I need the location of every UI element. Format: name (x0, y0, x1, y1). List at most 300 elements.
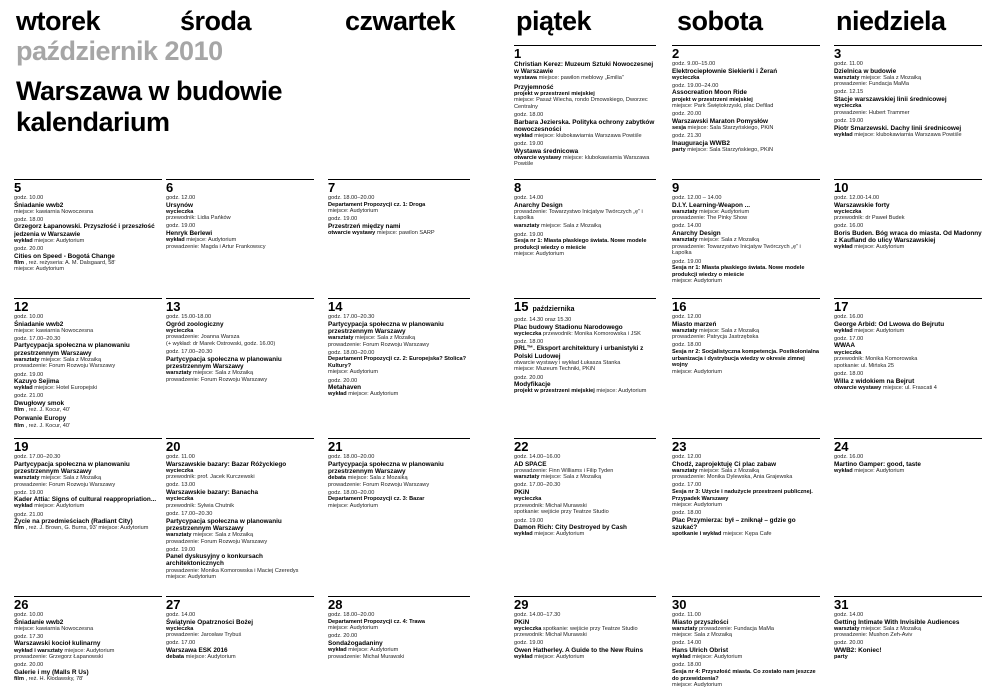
day-cell (514, 45, 656, 175)
event-time: godz. 11.00 (672, 612, 701, 618)
event-info: prowadzenie: Forum Rozwoju Warszawy (328, 481, 430, 488)
event-item[interactable] (328, 454, 470, 488)
event-item[interactable] (514, 112, 656, 140)
event-info: miejsce: Hotel Europejski (32, 385, 98, 392)
event-item[interactable] (14, 336, 162, 370)
event-info: prowadzenie: Monika Komorowska i Maciej Czeredys (166, 567, 299, 574)
event-info: miejsce: Sala Starzyńskiego, PKiN (686, 125, 774, 132)
day-cell (672, 179, 820, 296)
day-header-tuesday: wtorek (16, 6, 101, 36)
event-item[interactable] (166, 349, 314, 383)
event-item[interactable] (14, 195, 162, 215)
day-number: 16 (672, 299, 687, 314)
event-item[interactable] (14, 393, 162, 413)
event-item[interactable] (328, 350, 470, 376)
event-item[interactable] (834, 336, 982, 370)
day-number: 21 (328, 439, 343, 454)
day-number: 23 (672, 439, 687, 454)
event-info: (+ wykład: dr Marek Ostrowski, godz. 16.00) (166, 340, 276, 347)
event-info: miejsce: Sala z Mozaiką (539, 474, 602, 481)
event-detail (514, 238, 656, 251)
event-detail (166, 237, 314, 244)
event-type: wycieczka (672, 74, 700, 81)
event-info: miejsce: Audytorium (532, 531, 585, 538)
event-item[interactable] (166, 511, 314, 545)
event-detail (166, 568, 314, 575)
day-cell (514, 298, 656, 436)
event-detail (328, 335, 470, 342)
event-time: godz. 19.00 (514, 640, 544, 647)
event-info: przewodnik: Michał Murawski (514, 632, 587, 639)
event-info: przewodnik: prof. Jacek Kurczewski (166, 474, 255, 481)
event-item[interactable] (14, 662, 162, 682)
day-number: 26 (14, 597, 29, 612)
event-item[interactable] (328, 378, 470, 398)
day-number: 5 (14, 180, 22, 195)
day-header-sunday: niedziela (836, 6, 946, 36)
event-item[interactable] (166, 454, 314, 481)
event-type: warsztaty (672, 237, 698, 244)
event-title: Inauguracja WWB2 (672, 139, 730, 147)
event-detail (328, 654, 470, 661)
event-detail (328, 475, 470, 482)
event-item[interactable] (834, 61, 982, 88)
event-detail (14, 363, 162, 370)
event-time: godz. 21.00 (14, 393, 44, 400)
event-title: Śniadanie wwb2 (14, 618, 64, 626)
event-type: warsztaty (14, 475, 40, 481)
event-item[interactable] (514, 518, 656, 538)
event-item[interactable] (672, 111, 820, 131)
event-time: godz. 14.00 (514, 195, 544, 201)
event-info: miejsce: Audytorium (852, 327, 905, 334)
event-type: debata (166, 654, 185, 661)
event-time: godz. 19.00 (514, 517, 544, 524)
event-item[interactable] (328, 216, 470, 236)
day-cell (328, 298, 470, 436)
event-time: godz. 21.00 (14, 511, 44, 518)
event-type: wykład (834, 244, 853, 251)
event-type: warsztaty (672, 467, 698, 474)
event-detail (14, 475, 162, 482)
event-item[interactable] (328, 195, 470, 215)
event-detail (672, 669, 820, 682)
event-info: prowadzenie: Fundacja MaMa (697, 625, 774, 632)
day-header-wednesday: środa (180, 6, 252, 36)
event-detail (328, 482, 470, 489)
event-time: godz. 17.00–20.30 (14, 454, 61, 460)
event-item[interactable] (514, 317, 656, 337)
event-info: prowadzenie: Finn Williams i Filip Tyden (514, 467, 614, 474)
event-title: Damon Rich: City Destroyed by Cash (514, 524, 627, 532)
event-item[interactable] (514, 195, 656, 222)
event-detail (328, 625, 470, 632)
event-item[interactable] (514, 339, 656, 373)
event-item[interactable] (834, 314, 982, 334)
event-time: godz. 10.00 (14, 612, 44, 618)
event-info: miejsce: Audytorium (14, 266, 65, 273)
event-item[interactable] (14, 512, 162, 532)
event-detail (14, 407, 162, 414)
event-time: godz. 12.00-14.00 (834, 195, 880, 201)
event-info: , reż. J. Kocur, 40' (23, 422, 71, 429)
day-cell (514, 596, 656, 700)
day-header-saturday: sobota (677, 6, 763, 36)
event-type: warsztaty (514, 474, 540, 481)
event-info: miejsce: klubokawiarnia Warszawa Powiśle (514, 154, 650, 168)
event-time: godz. 10.00 (14, 314, 44, 320)
event-item[interactable] (14, 372, 162, 392)
event-info: miejsce: Sala z Mozaiką (39, 475, 102, 481)
event-detail (514, 509, 656, 516)
event-detail (672, 334, 820, 341)
event-item[interactable] (514, 84, 656, 111)
event-item[interactable] (834, 612, 982, 639)
event-item[interactable] (834, 118, 982, 138)
event-detail (14, 648, 162, 655)
event-time: godz. 9.00–15.00 (672, 61, 716, 67)
event-title: Plac Przymierza: był – zniknął – gdzie go szukać? (672, 516, 796, 532)
event-info: spotkanie: wejście przy Teatrze Studio (541, 625, 638, 632)
event-type: wykład (166, 237, 185, 244)
event-detail (328, 496, 470, 503)
event-info: prowadzenie: Towarzystwo Inicjatyw Twórczych „ę” i Łapolka (514, 208, 643, 222)
day-cell (328, 179, 470, 296)
event-title: Partycypacja społeczna w planowaniu przestrzennym Warszawy (166, 355, 282, 370)
event-item[interactable] (514, 141, 656, 168)
event-info: miejsce: Sala z Mozaiką (859, 625, 922, 632)
event-item[interactable] (834, 223, 982, 251)
event-detail (834, 626, 982, 633)
event-title: Warszawski Maraton Pomysłów (672, 117, 769, 125)
event-type: film (14, 525, 24, 532)
day-number: 27 (166, 597, 181, 612)
day-cell (834, 596, 982, 700)
event-type: Sesja nr 3: Użycie i nadużycie przestrzeni publicznej. Przypadek Warszawy (672, 489, 813, 502)
event-item[interactable] (672, 133, 820, 153)
event-time: godz. 18.00–20.00 (328, 612, 375, 618)
event-info: miejsce: pawilon SARP (375, 230, 435, 237)
event-info: prowadzenie: Monika Dylewska, Ania Grajewska (672, 474, 793, 481)
event-item[interactable] (514, 482, 656, 516)
day-number: 29 (514, 597, 529, 612)
event-item[interactable] (514, 640, 656, 660)
event-type: Departament Propozycji cz. 2: Europejska? Stolica? Kultury? (328, 356, 467, 369)
event-detail (166, 574, 314, 581)
event-detail (514, 474, 656, 481)
event-item[interactable] (834, 640, 982, 660)
event-title: Przyjemność (514, 83, 554, 91)
event-detail (834, 356, 982, 363)
event-item[interactable] (672, 482, 820, 508)
event-info: prowadzenie: Forum Rozwoju Warszawy (14, 481, 116, 488)
event-title: PRL™. Eksport architektury i urbanistyki z Polski Ludowej (514, 345, 644, 360)
event-info: miejsce: Audytorium (690, 654, 743, 661)
event-title: Piotr Smarzewski. Dachy linii średnicowej (834, 124, 962, 132)
event-item[interactable] (166, 195, 314, 222)
event-time: godz. 18.00 (672, 342, 702, 349)
event-item[interactable] (672, 612, 820, 639)
event-detail (672, 632, 820, 639)
event-item[interactable] (328, 314, 470, 348)
event-detail (672, 237, 820, 244)
event-title: Ogród zoologiczny (166, 320, 224, 328)
event-detail (672, 531, 820, 538)
event-info: prowadzenie: Forum Rozwoju Warszawy (166, 538, 268, 545)
event-time: godz. 18.00 (672, 662, 702, 669)
month-label: października (532, 306, 575, 313)
event-title: Dzielnica w budowie (834, 67, 897, 75)
day-number: 7 (328, 180, 336, 195)
event-item[interactable] (672, 314, 820, 341)
event-title: PKiN (514, 618, 530, 626)
event-item[interactable] (14, 490, 162, 510)
event-detail (834, 350, 982, 357)
event-time: godz. 19.00 (14, 489, 44, 496)
event-item[interactable] (328, 612, 470, 632)
event-type: wykład (672, 654, 691, 661)
event-detail (514, 209, 656, 222)
event-type: warsztaty (834, 74, 860, 81)
event-detail (514, 468, 656, 475)
event-title: Śniadanie wwb2 (14, 320, 64, 328)
event-detail (328, 356, 470, 369)
event-detail (672, 369, 820, 376)
event-item[interactable] (166, 482, 314, 509)
event-title: Assocreation Moon Ride (672, 89, 747, 97)
event-type: warsztaty (672, 327, 698, 334)
event-type: wystawa (514, 75, 538, 82)
event-info: spotkanie: ul. Mińska 25 (834, 362, 895, 369)
event-title: Hans Ulrich Obrist (672, 647, 729, 655)
event-info: miejsce: kawiarnia Nowoczesna (14, 327, 94, 334)
event-detail (14, 525, 162, 532)
event-item[interactable] (166, 223, 314, 250)
event-item[interactable] (14, 634, 162, 661)
day-cell (166, 596, 314, 700)
event-info: prowadzenie: Towarzystwo Inicjatyw Twórczych „ę” i Łapolka (672, 243, 801, 257)
event-item[interactable] (514, 223, 656, 230)
event-time: godz. 17.00–20.30 (14, 335, 61, 342)
day-number: 28 (328, 597, 343, 612)
event-info: miejsce: Audytorium (62, 647, 115, 654)
event-title: Getting Intimate With Invisible Audiences (834, 618, 960, 626)
event-detail (514, 503, 656, 510)
day-cell (14, 596, 162, 700)
event-detail (834, 244, 982, 251)
event-detail (14, 385, 162, 392)
event-item[interactable] (166, 547, 314, 581)
event-item[interactable] (672, 61, 820, 81)
day-cell (14, 179, 162, 296)
event-type: wykład (834, 131, 853, 138)
event-type: Sesja nr 4: Przyszłość miasta. Co zostało nam jeszcze do przewidzenia? (672, 668, 816, 682)
event-detail (166, 370, 314, 377)
event-info: miejsce: Park Świętokrzyski, plac Defilad (672, 103, 774, 110)
day-number: 19 (14, 439, 29, 454)
event-detail (166, 377, 314, 384)
event-detail (514, 251, 656, 258)
event-item[interactable] (166, 612, 314, 639)
day-number: 30 (672, 597, 687, 612)
event-item[interactable] (14, 415, 162, 429)
event-type: wycieczka (166, 208, 194, 215)
event-item[interactable] (834, 195, 982, 222)
event-time: godz. 20.00 (14, 245, 44, 252)
event-title: Partycypacja społeczna w planowaniu przestrzennym Warszawy (14, 460, 130, 475)
event-time: godz. 14.00 (672, 640, 702, 647)
event-item[interactable] (672, 662, 820, 688)
event-type: warsztaty (328, 335, 354, 341)
event-item[interactable] (328, 490, 470, 510)
event-detail (672, 215, 820, 222)
event-item[interactable] (14, 217, 162, 245)
event-info: miejsce: Audytorium (672, 682, 723, 689)
event-type: warsztaty (166, 531, 192, 538)
event-detail (672, 265, 820, 278)
event-time: godz. 17.00 (672, 482, 702, 489)
event-type: wykład (514, 531, 533, 538)
event-detail (514, 97, 656, 110)
event-info: prowadzenie: Patrycja Jastrzębska (672, 334, 759, 341)
event-title: Stacje warszawskiej linii średnicowej (834, 96, 947, 104)
day-number: 1 (514, 46, 522, 61)
event-item[interactable] (672, 259, 820, 285)
event-time: godz. 16.00 (834, 454, 864, 460)
event-time: godz. 17.00–20.30 (328, 314, 375, 320)
event-detail (672, 209, 820, 216)
month-title: październik 2010 (16, 36, 223, 66)
event-title: Sondażogadaniny (328, 639, 383, 647)
event-title: Partycypacja społeczna w planowaniu przestrzennym Warszawy (328, 320, 444, 335)
event-time: godz. 12.00 (672, 314, 702, 320)
event-title: Partycypacja społeczna w planowaniu przestrzennym Warszawy (166, 517, 282, 532)
event-item[interactable] (14, 612, 162, 632)
event-item[interactable] (514, 61, 656, 82)
event-item[interactable] (672, 83, 820, 110)
event-detail (14, 266, 162, 273)
event-item[interactable] (514, 232, 656, 258)
event-time: godz. 10.00 (14, 195, 44, 201)
event-type: spotkanie i wykład (672, 531, 722, 538)
event-title: Chodź, zaprojektuję Ci plac zabaw (672, 460, 777, 468)
event-item[interactable] (514, 375, 656, 395)
event-item[interactable] (14, 454, 162, 488)
event-info: przewodnik: Monika Komorowska (834, 356, 918, 363)
event-info: miejsce: Kępa Cafe (721, 531, 772, 538)
event-type: film (14, 676, 24, 683)
event-info: spotkanie: wejście przy Teatrze Studio (514, 509, 609, 516)
event-info: przewodnik: Michał Murawski (514, 502, 587, 509)
event-type: warsztaty (514, 223, 540, 230)
event-info: miejsce: Sala z Mozaiką (346, 475, 408, 481)
event-info: prowadzenie: Mushon Zeh-Aviv (834, 632, 913, 639)
event-info: miejsce: Sala z Mozaiką (697, 237, 760, 244)
event-info: miejsce: Audytorium (184, 237, 237, 244)
event-title: Dwugłowy smok (14, 400, 65, 408)
event-type: wykład (328, 647, 347, 654)
event-title: D.I.Y. Learning-Weapon ... (672, 201, 750, 209)
event-detail (166, 328, 314, 335)
event-type: Sesja nr 2: Socjalistyczna kompetencja. Postkolonialna urbanizacja i dystrybucja wiedzy w okresie zimnej wojny (672, 349, 820, 369)
event-item[interactable] (672, 342, 820, 375)
day-cell (514, 179, 656, 296)
event-time: godz. 17.00 (834, 335, 864, 342)
event-info: miejsce: Sala z Mozaiką (539, 223, 602, 230)
event-info: prowadzenie: Forum Rozwoju Warszawy (166, 376, 268, 383)
day-number: 14 (328, 299, 343, 314)
event-detail (14, 423, 162, 430)
day-cell (834, 179, 982, 296)
event-time: godz. 21.30 (672, 133, 702, 140)
day-number: 22 (514, 439, 529, 454)
event-item[interactable] (14, 246, 162, 273)
event-info: miejsce: Audytorium (346, 647, 399, 654)
event-title: Warszawski kocioł kulinarny (14, 640, 101, 648)
event-item[interactable] (672, 640, 820, 660)
event-detail (672, 147, 820, 154)
event-item[interactable] (514, 612, 656, 639)
event-type: wykład (834, 467, 853, 474)
event-info: miejsce: Audytorium (532, 654, 585, 661)
event-item[interactable] (166, 314, 314, 348)
event-info: miejsce: kawiarnia Nowoczesna (14, 625, 94, 632)
event-info: miejsce: Audytorium (328, 625, 379, 632)
event-title: Kazuyo Sejima (14, 378, 60, 386)
event-item[interactable] (834, 89, 982, 116)
event-detail (328, 503, 470, 510)
event-title: Barbara Jezierska. Polityka ochrony zabytków nowoczesności (514, 118, 655, 133)
event-title: Grzegorz Łapanowski. Przyszłość i przeszłość jedzenia w Warszawie (14, 223, 155, 238)
event-info: prowadzenie: Magda i Artur Frankowscy (166, 243, 266, 250)
event-title: Willa z widokiem na Bejrut (834, 377, 915, 385)
event-detail (166, 474, 314, 481)
event-time: godz. 14.00–16.00 (514, 454, 561, 460)
event-time: godz. 19.00 (166, 223, 196, 230)
event-info: prowadzenie: Forum Rozwoju Warszawy (328, 341, 430, 348)
event-info: miejsce: Sala z Mozaiką (191, 531, 254, 538)
event-detail (166, 215, 314, 222)
event-item[interactable] (672, 195, 820, 222)
day-cell (328, 438, 470, 594)
event-time: godz. 18.00 (514, 338, 544, 345)
event-time: godz. 19.00 (14, 371, 44, 378)
event-time: godz. 12.00 – 14.00 (672, 195, 722, 201)
event-item[interactable] (672, 454, 820, 481)
event-time: godz. 19.00 (834, 117, 864, 124)
event-type: Departament Propozycji cz. 3: Bazar (328, 496, 425, 503)
event-time: godz. 18.00–20.00 (328, 489, 375, 496)
event-title: Elektrociepłownie Siekierki i Żerań (672, 67, 778, 75)
event-time: godz. 18.00–20.00 (328, 454, 375, 460)
event-item[interactable] (14, 314, 162, 334)
event-detail (514, 388, 656, 395)
event-item[interactable] (834, 454, 982, 474)
event-item[interactable] (166, 640, 314, 660)
event-detail (672, 125, 820, 132)
event-detail (166, 626, 314, 633)
event-item[interactable] (328, 633, 470, 660)
event-title: Warszawa ESK 2016 (166, 647, 228, 655)
event-item[interactable] (834, 371, 982, 391)
event-item[interactable] (672, 223, 820, 257)
day-number: 12 (14, 299, 29, 314)
event-type: wykład (328, 391, 347, 398)
event-title: Christian Kerez: Muzeum Sztuki Nowoczesnej w Warszawie (514, 61, 654, 76)
event-item[interactable] (672, 510, 820, 538)
event-item[interactable] (514, 454, 656, 481)
day-number: 31 (834, 597, 849, 612)
